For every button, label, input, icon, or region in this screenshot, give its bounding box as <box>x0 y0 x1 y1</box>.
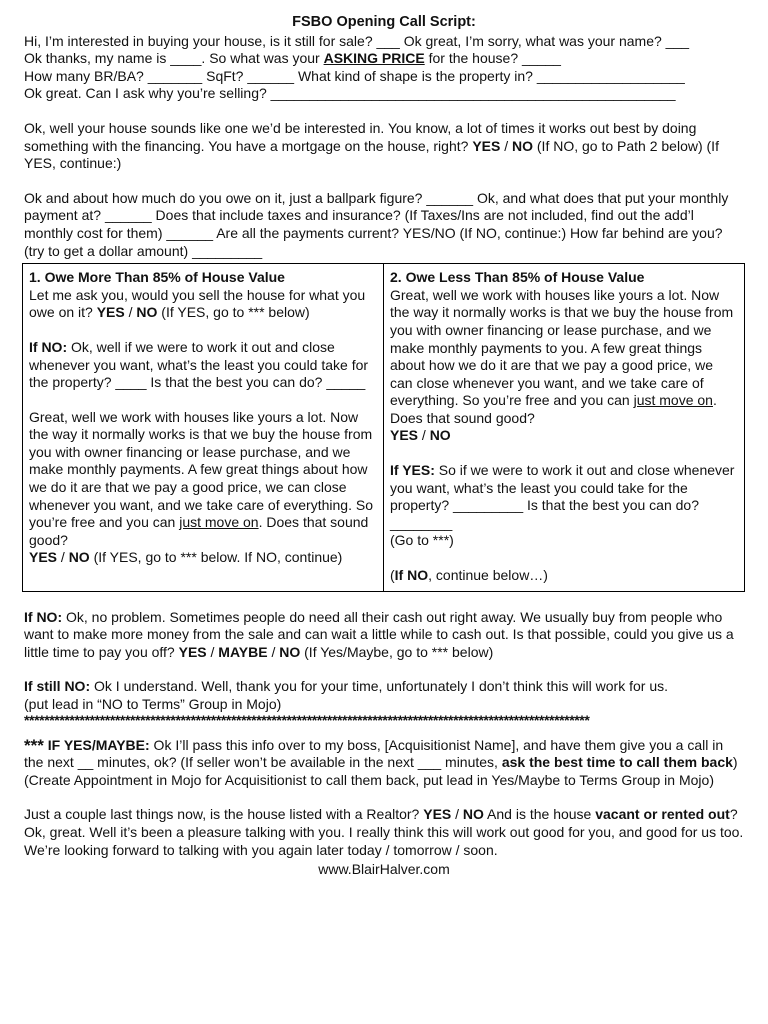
path-2-para-3: (Go to ***) <box>390 532 454 549</box>
path-1-para-2: If NO: Ok, well if we were to work it out and close whenever you want, what’s the least you could take for the property? ____ Is that the best you can do? _____ <box>29 338 369 391</box>
script-document <box>24 14 744 879</box>
if-no-paragraph: If NO: Ok, no problem. Sometimes people do need all their cash out right away. We usually buy from people who want to make more money from the sale and can wait a little while to cash out. Is that possible, could you give us a little time to pay you off? YES / MAYBE / NO (If Yes/Maybe, go to *** below) <box>24 608 734 660</box>
owe-paragraph: Ok and about how much do you owe on it, just a ballpark figure? ______ Ok, and what does that put your monthly payment at? ______ Does that include taxes and insurance? (If Taxes/Ins are not included, find out the add’l monthly cost for them) ______ Are all the payments current? YES/NO (If NO, continue:) How far behind are you? (try to get a dollar amount) _________ <box>24 189 729 259</box>
still-no-paragraph: If still NO: Ok I understand. Well, thank you for your time, unfortunately I don’t think this will work for us. <box>24 678 669 695</box>
closing-paragraph: Ok, great. Well it’s been a pleasure talking with you. I really think this will work out good for you, and good for us too. We’re looking forward to talking with you again later today / tomorrow / soon. <box>24 823 744 858</box>
yes-maybe-paragraph: *** IF YES/MAYBE: Ok I’ll pass this info over to my boss, [Acquisitionist Name], and have them give you a call in the next __ minutes, ok? (If seller won’t be available in the next ___ minutes, ask the best time to call them back) (Create Appointment in Mojo for Acquisitionist to call them back, put lead in Yes/Maybe to Terms Group in Mojo) <box>24 735 738 788</box>
path-2-yes-no: YES / NO <box>390 427 451 444</box>
still-no-note: (put lead in “NO to Terms” Group in Mojo) <box>24 696 282 712</box>
path-1-column <box>23 264 384 592</box>
star-divider: **************************************************************************************************************** <box>24 713 590 727</box>
asking-price-label: ASKING PRICE <box>323 50 425 67</box>
intro-line-4: Ok great. Can I ask why you’re selling? ____________________________________________________ <box>24 85 676 102</box>
footer-website: www.BlairHalver.com <box>318 861 450 878</box>
intro-line-2: Ok thanks, my name is ____. So what was your ASKING PRICE for the house? _____ <box>24 50 561 67</box>
intro-line-1: Hi, I’m interested in buying your house, is it still for sale? ___ Ok great, I’m sorry, what was your name? ___ <box>24 32 690 49</box>
intro-line-3: How many BR/BA? _______ SqFt? ______ What kind of shape is the property in? ___________________ <box>24 67 685 84</box>
financing-paragraph: Ok, well your house sounds like one we’d be interested in. You know, a lot of times it works out best by doing something with the financing. You have a mortgage on the house, right? YES / NO (If NO, go to Path 2 below) (If YES, continue:) <box>24 119 719 172</box>
path-2-heading: 2. Owe Less Than 85% of House Value <box>390 269 645 286</box>
path-1-para-1: Let me ask you, would you sell the house for what you owe on it? YES / NO (If YES, go to *** below) <box>29 286 366 321</box>
path-2-para-1: Great, well we work with houses like yours a lot. Now the way it normally works is that we buy the house from you with owner financing or lease purchase, and we make monthly payments to you. A few great things about how we do it are that we pay a good price, we can close whenever you want, and we take care of everything. So you’re free and you can just move on. Does that sound good? <box>390 286 734 426</box>
closing-question: Just a couple last things now, is the house listed with a Realtor? YES / NO And is the house vacant or rented out? <box>24 806 738 823</box>
page-title: FSBO Opening Call Script: <box>292 14 476 30</box>
path-1-para-4: YES / NO (If YES, go to *** below. If NO, continue) <box>29 549 343 566</box>
path-1-para-3: Great, well we work with houses like yours a lot. Now the way it normally works is that we buy the house from you with owner financing or lease purchase, and we make monthly payments. A few great things about how we do it are that we pay a good price, we can close whenever you want, and we take care of everything. So you’re free and you can just move on. Does that sound good? <box>29 408 373 548</box>
path-2-para-2: If YES: So if we were to work it out and close whenever you want, what’s the least you could take for the property? _________ Is that the best you can do? ________ <box>390 462 735 531</box>
path-2-para-4: (If NO, continue below…) <box>390 567 548 584</box>
path-2-column <box>384 264 745 592</box>
paths-table <box>22 263 745 592</box>
path-1-heading: 1. Owe More Than 85% of House Value <box>29 269 285 286</box>
